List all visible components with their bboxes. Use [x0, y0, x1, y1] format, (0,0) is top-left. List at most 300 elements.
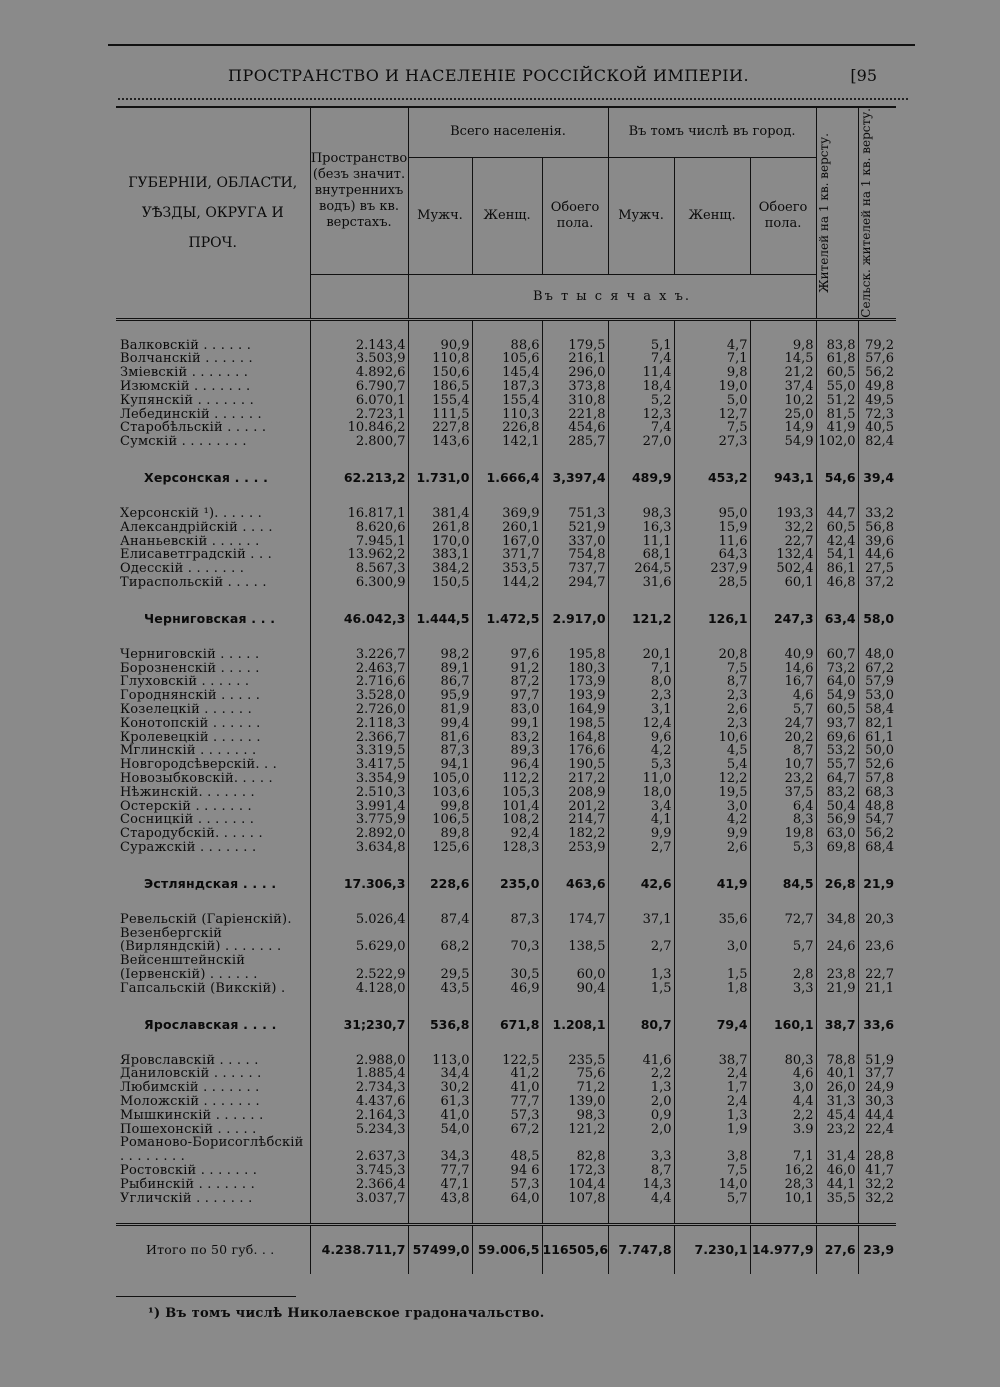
cell-total-male: 143,6 — [408, 435, 472, 449]
cell-rural-density: 48,8 — [865, 798, 895, 814]
table-row — [116, 662, 896, 676]
cell-area: 3.991,4 — [310, 800, 408, 814]
cell-city-both: 14,6 — [750, 662, 816, 676]
cell-city-both: 3.9 — [750, 1123, 816, 1137]
cell-total-male: 68,2 — [408, 927, 472, 955]
spacer-cell — [608, 449, 674, 467]
cell-total-female: 83,0 — [472, 703, 542, 717]
spacer-cell — [310, 1036, 408, 1054]
header-total-male: Мужч. — [408, 157, 472, 275]
cell-total-male: 43,5 — [408, 982, 472, 996]
spacer-cell — [816, 489, 858, 507]
cell-total-male: 111,5 — [408, 408, 472, 422]
cell-total-female: 99,1 — [472, 717, 542, 731]
spacer-cell — [858, 630, 896, 648]
table-row — [116, 954, 896, 982]
spacer-cell — [116, 1205, 310, 1225]
table-row — [116, 521, 896, 535]
cell-total-female: 48,5 — [472, 1136, 542, 1164]
cell-city-both: 54,9 — [750, 435, 816, 449]
cell-density: 51,2 — [816, 394, 858, 408]
cell-rural-density: 58,0 — [863, 610, 895, 626]
cell-total-female: 101,4 — [472, 800, 542, 814]
header-rural-density — [858, 107, 896, 319]
cell-total-female: 92,4 — [472, 827, 542, 841]
cell-total-male: 105,0 — [408, 772, 472, 786]
cell-rural-density: 54,7 — [865, 812, 895, 828]
cell-total-male: 57499,0 — [408, 1225, 472, 1275]
cell-city-both: 193,3 — [750, 507, 816, 521]
cell-city-both: 14,5 — [750, 352, 816, 366]
spacer-cell — [408, 895, 472, 913]
header-total-population: Всего населенія. — [408, 107, 608, 157]
spacer-cell — [674, 855, 750, 873]
cell-density: 78,8 — [816, 1054, 858, 1068]
cell-region: Ростовскій . . . . . . . — [116, 1164, 310, 1178]
cell-total-male: 87,3 — [408, 744, 472, 758]
cell-total-both: 217,2 — [542, 772, 608, 786]
cell-region: Любимскій . . . . . . . — [116, 1081, 310, 1095]
cell-total-both: 182,2 — [542, 827, 608, 841]
cell-total-both: 216,1 — [542, 352, 608, 366]
cell-rural-density: 68,4 — [865, 840, 895, 855]
cell-region: Херсонская . . . . — [116, 467, 310, 489]
cell-rural-density: 44,4 — [865, 1107, 895, 1123]
cell-city-male: 37,1 — [608, 913, 674, 927]
cell-total-female: 97,6 — [472, 648, 542, 662]
spacer-cell — [858, 996, 896, 1014]
cell-area: 3.528,0 — [310, 689, 408, 703]
spacer-cell — [542, 449, 608, 467]
cell-rural-density: 52,6 — [865, 757, 895, 773]
spacer-cell — [116, 489, 310, 507]
table-row — [116, 648, 896, 662]
cell-rural-density: 57,9 — [865, 674, 895, 690]
spacer-cell — [816, 1205, 858, 1225]
cell-city-female: 38,7 — [674, 1054, 750, 1068]
spacer-cell — [608, 590, 674, 608]
cell-city-both: 80,3 — [750, 1054, 816, 1068]
table-row — [116, 927, 896, 955]
spacer-cell — [310, 449, 408, 467]
cell-city-male: 264,5 — [608, 562, 674, 576]
cell-total-both: 201,2 — [542, 800, 608, 814]
cell-total-male: 228,6 — [408, 873, 472, 895]
cell-total-both: 221,8 — [542, 408, 608, 422]
spacer-cell — [408, 1205, 472, 1225]
table-row — [116, 758, 896, 772]
cell-total-male: 384,2 — [408, 562, 472, 576]
province-row — [116, 467, 896, 489]
cell-city-female: 4,5 — [674, 744, 750, 758]
cell-total-both: 208,9 — [542, 786, 608, 800]
spacer-cell — [608, 895, 674, 913]
cell-city-male: 2,0 — [608, 1095, 674, 1109]
cell-total-both: 180,3 — [542, 662, 608, 676]
cell-total-male: 43,8 — [408, 1192, 472, 1206]
cell-area: 2.988,0 — [310, 1054, 408, 1068]
spacer-cell — [310, 1205, 408, 1225]
cell-rural-density: 22,4 — [865, 1121, 895, 1137]
cell-city-male: 9,6 — [608, 731, 674, 745]
spacer-cell — [858, 449, 896, 467]
spacer-cell — [472, 449, 542, 467]
cell-city-both: 3,3 — [750, 982, 816, 996]
cell-total-female: 77,7 — [472, 1095, 542, 1109]
table-row — [116, 703, 896, 717]
cell-total-both: 71,2 — [542, 1081, 608, 1095]
cell-city-female: 2,6 — [674, 703, 750, 717]
cell-area: 46.042,3 — [310, 608, 408, 630]
cell-region: Конотопскій . . . . . . — [116, 717, 310, 731]
table-row — [116, 1054, 896, 1068]
cell-city-female: 27,3 — [674, 435, 750, 449]
spacer-cell — [858, 590, 896, 608]
cell-density: 54,1 — [816, 548, 858, 562]
footnote: ¹) Въ томъ числѣ Николаевское градоначальство. — [148, 1306, 545, 1321]
cell-rural-density: 48,0 — [865, 646, 895, 662]
spacer-cell — [674, 996, 750, 1014]
cell-total-both: 60,0 — [542, 954, 608, 982]
cell-total-both: 107,8 — [542, 1192, 608, 1206]
cell-area: 2.892,0 — [310, 827, 408, 841]
table-row — [116, 394, 896, 408]
spacer-cell — [816, 895, 858, 913]
spacer-cell — [816, 449, 858, 467]
document-page — [108, 44, 915, 1334]
cell-city-male: 11,0 — [608, 772, 674, 786]
cell-total-male: 54,0 — [408, 1123, 472, 1137]
province-row — [116, 608, 896, 630]
cell-city-female: 4,2 — [674, 813, 750, 827]
total-row — [116, 1225, 896, 1275]
cell-total-both: 3,397,4 — [542, 467, 608, 489]
cell-rural-density: 49,5 — [865, 392, 895, 408]
cell-total-male: 110,8 — [408, 352, 472, 366]
spacer-cell — [816, 319, 858, 339]
cell-density: 34,8 — [816, 913, 858, 927]
table-row — [116, 535, 896, 549]
cell-total-both: 235,5 — [542, 1054, 608, 1068]
cell-total-female: 88,6 — [472, 339, 542, 353]
spacer-row — [116, 1036, 896, 1054]
cell-city-female: 1,7 — [674, 1081, 750, 1095]
cell-density: 26,8 — [816, 873, 858, 895]
cell-rural-density: 49,8 — [865, 379, 895, 395]
cell-density: 35,5 — [816, 1192, 858, 1206]
cell-density: 24,6 — [816, 927, 858, 955]
cell-region: Гапсальскій (Викскій) . — [116, 982, 310, 996]
cell-total-both: 164,8 — [542, 731, 608, 745]
cell-density: 86,1 — [816, 562, 858, 576]
cell-total-both: 138,5 — [542, 927, 608, 955]
cell-total-female: 64,0 — [472, 1192, 542, 1206]
header-area: Пространство (безъ значит. внутреннихъ водъ) въ кв. верстахъ. — [310, 107, 408, 275]
spacer-cell — [310, 630, 408, 648]
cell-total-male: 34,4 — [408, 1067, 472, 1081]
cell-city-both: 25,0 — [750, 408, 816, 422]
cell-density: 53,2 — [816, 744, 858, 758]
cell-city-male: 2,2 — [608, 1067, 674, 1081]
cell-total-male: 81,6 — [408, 731, 472, 745]
cell-rural-density: 67,2 — [865, 660, 895, 676]
spacer-cell — [674, 630, 750, 648]
cell-city-male: 14,3 — [608, 1178, 674, 1192]
cell-total-female: 46,9 — [472, 982, 542, 996]
cell-area: 2.726,0 — [310, 703, 408, 717]
spacer-cell — [608, 319, 674, 339]
cell-city-both: 7,1 — [750, 1136, 816, 1164]
spacer-cell — [858, 1036, 896, 1054]
cell-total-both: 98,3 — [542, 1109, 608, 1123]
cell-city-female: 64,3 — [674, 548, 750, 562]
cell-total-both: 751,3 — [542, 507, 608, 521]
cell-total-both: 90,4 — [542, 982, 608, 996]
cell-total-male: 227,8 — [408, 421, 472, 435]
population-table — [116, 106, 896, 1274]
cell-total-both: 521,9 — [542, 521, 608, 535]
cell-density: 60,5 — [816, 366, 858, 380]
cell-region: Волчанскій . . . . . . — [116, 352, 310, 366]
cell-area: 6.070,1 — [310, 394, 408, 408]
spacer-cell — [542, 1036, 608, 1054]
cell-city-both: 72,7 — [750, 913, 816, 927]
spacer-cell — [750, 319, 816, 339]
spacer-cell — [608, 1036, 674, 1054]
cell-total-female: 59.006,5 — [472, 1225, 542, 1275]
cell-city-male: 98,3 — [608, 507, 674, 521]
spacer-cell — [542, 1205, 608, 1225]
cell-area: 17.306,3 — [310, 873, 408, 895]
spacer-cell — [310, 319, 408, 339]
header-area-spacer — [310, 275, 408, 319]
cell-area: 2.522,9 — [310, 954, 408, 982]
cell-rural-density: 41,7 — [865, 1162, 895, 1178]
table-row — [116, 800, 896, 814]
table-row — [116, 548, 896, 562]
cell-city-male: 11,4 — [608, 366, 674, 380]
cell-total-male: 150,5 — [408, 576, 472, 590]
cell-city-male: 489,9 — [608, 467, 674, 489]
cell-total-both: 116505,6 — [542, 1225, 608, 1275]
cell-total-male: 103,6 — [408, 786, 472, 800]
cell-density: 23,8 — [816, 954, 858, 982]
cell-density: 40,1 — [816, 1067, 858, 1081]
cell-density: 64,0 — [816, 675, 858, 689]
spacer-cell — [408, 489, 472, 507]
cell-area: 2.366,7 — [310, 731, 408, 745]
cell-total-female: 142,1 — [472, 435, 542, 449]
spacer-cell — [472, 895, 542, 913]
cell-density: 50,4 — [816, 800, 858, 814]
cell-rural-density: 32,2 — [865, 1190, 895, 1206]
cell-rural-density: 56,2 — [865, 365, 895, 381]
cell-rural-density: 72,3 — [865, 406, 895, 422]
cell-total-female: 96,4 — [472, 758, 542, 772]
cell-density: 60,7 — [816, 648, 858, 662]
cell-city-female: 79,4 — [674, 1014, 750, 1036]
cell-city-male: 18,4 — [608, 380, 674, 394]
cell-city-male: 12,3 — [608, 408, 674, 422]
cell-total-female: 89,3 — [472, 744, 542, 758]
cell-city-female: 2,6 — [674, 841, 750, 855]
cell-region: Романово-Борисоглѣбскій . . . . . . . . — [116, 1136, 310, 1164]
header-total-female: Женщ. — [472, 157, 542, 275]
table-row — [116, 1067, 896, 1081]
spacer-cell — [816, 855, 858, 873]
table-row — [116, 352, 896, 366]
spacer-cell — [816, 1036, 858, 1054]
cell-city-male: 8,0 — [608, 675, 674, 689]
cell-rural-density: 40,5 — [865, 420, 895, 436]
spacer-cell — [408, 590, 472, 608]
cell-city-female: 14,0 — [674, 1178, 750, 1192]
cell-total-both: 1.208,1 — [542, 1014, 608, 1036]
spacer-cell — [674, 449, 750, 467]
cell-region: Сосницкій . . . . . . . — [116, 813, 310, 827]
cell-density: 93,7 — [816, 717, 858, 731]
spacer-cell — [116, 855, 310, 873]
cell-total-female: 105,6 — [472, 352, 542, 366]
cell-total-male: 95,9 — [408, 689, 472, 703]
cell-density: 55,0 — [816, 380, 858, 394]
cell-rural-density: 51,9 — [865, 1052, 895, 1068]
cell-city-male: 18,0 — [608, 786, 674, 800]
cell-city-both: 6,4 — [750, 800, 816, 814]
cell-city-both: 24,7 — [750, 717, 816, 731]
cell-total-female: 108,2 — [472, 813, 542, 827]
cell-density: 55,7 — [816, 758, 858, 772]
cell-city-female: 5,7 — [674, 1192, 750, 1206]
header-density-label: Жителей на 1 кв. версту. — [816, 132, 831, 293]
cell-area: 5.026,4 — [310, 913, 408, 927]
cell-city-female: 237,9 — [674, 562, 750, 576]
cell-city-both: 60,1 — [750, 576, 816, 590]
cell-total-female: 41,2 — [472, 1067, 542, 1081]
cell-city-female: 2,3 — [674, 717, 750, 731]
cell-total-male: 106,5 — [408, 813, 472, 827]
spacer-cell — [472, 630, 542, 648]
cell-area: 2.463,7 — [310, 662, 408, 676]
cell-city-both: 943,1 — [750, 467, 816, 489]
table-row — [116, 1081, 896, 1095]
spacer-row — [116, 630, 896, 648]
spacer-cell — [116, 319, 310, 339]
cell-density: 54,6 — [816, 467, 858, 489]
cell-city-female: 1,8 — [674, 982, 750, 996]
table-row — [116, 1123, 896, 1137]
spacer-cell — [472, 590, 542, 608]
cell-total-female: 70,3 — [472, 927, 542, 955]
spacer-cell — [674, 319, 750, 339]
cell-city-male: 3,3 — [608, 1136, 674, 1164]
cell-density: 69,8 — [816, 841, 858, 855]
cell-total-both: 190,5 — [542, 758, 608, 772]
table-row — [116, 421, 896, 435]
table-row — [116, 913, 896, 927]
spacer-cell — [408, 996, 472, 1014]
cell-total-female: 128,3 — [472, 841, 542, 855]
cell-area: 2.118,3 — [310, 717, 408, 731]
spacer-cell — [116, 630, 310, 648]
spacer-cell — [750, 1036, 816, 1054]
spacer-row — [116, 1205, 896, 1225]
cell-region: Ревельскій (Гаріенскій). — [116, 913, 310, 927]
cell-city-both: 10,1 — [750, 1192, 816, 1206]
cell-city-female: 7.230,1 — [674, 1225, 750, 1275]
cell-city-male: 3,4 — [608, 800, 674, 814]
cell-area: 4.892,6 — [310, 366, 408, 380]
cell-total-both: 174,7 — [542, 913, 608, 927]
cell-region: Кролевецкій . . . . . . — [116, 731, 310, 745]
cell-total-female: 671,8 — [472, 1014, 542, 1036]
cell-area: 3.354,9 — [310, 772, 408, 786]
header-region: ГУБЕРНІИ, ОБЛАСТИ, УѢЗДЫ, ОКРУГА И ПРОЧ. — [116, 107, 310, 319]
cell-region: Рыбинскій . . . . . . . — [116, 1178, 310, 1192]
cell-city-male: 27,0 — [608, 435, 674, 449]
cell-city-male: 41,6 — [608, 1054, 674, 1068]
cell-total-male: 77,7 — [408, 1164, 472, 1178]
cell-city-male: 42,6 — [608, 873, 674, 895]
cell-density: 61,8 — [816, 352, 858, 366]
cell-total-male: 30,2 — [408, 1081, 472, 1095]
spacer-row — [116, 590, 896, 608]
cell-city-both: 19,8 — [750, 827, 816, 841]
footnote-rule — [116, 1296, 296, 1297]
cell-rural-density: 39,6 — [865, 533, 895, 549]
cell-city-male: 68,1 — [608, 548, 674, 562]
spacer-cell — [608, 855, 674, 873]
cell-region: Везенбергскій (Вирляндскій) . . . . . . . — [116, 927, 310, 955]
table-row — [116, 675, 896, 689]
cell-city-female: 3,8 — [674, 1136, 750, 1164]
spacer-cell — [750, 630, 816, 648]
spacer-cell — [750, 996, 816, 1014]
cell-city-both: 14.977,9 — [750, 1225, 816, 1275]
cell-area: 16.817,1 — [310, 507, 408, 521]
cell-total-female: 83,2 — [472, 731, 542, 745]
spacer-cell — [408, 855, 472, 873]
cell-region: Купянскій . . . . . . . — [116, 394, 310, 408]
cell-total-female: 87,2 — [472, 675, 542, 689]
cell-total-male: 41,0 — [408, 1109, 472, 1123]
cell-city-male: 9,9 — [608, 827, 674, 841]
spacer-cell — [542, 489, 608, 507]
spacer-cell — [116, 996, 310, 1014]
cell-rural-density: 21,1 — [865, 980, 895, 996]
cell-city-female: 9,9 — [674, 827, 750, 841]
cell-total-both: 2.917,0 — [542, 608, 608, 630]
cell-total-female: 112,2 — [472, 772, 542, 786]
cell-region: Городнянскій . . . . . — [116, 689, 310, 703]
spacer-cell — [750, 1205, 816, 1225]
cell-city-both: 2,2 — [750, 1109, 816, 1123]
cell-city-male: 2,3 — [608, 689, 674, 703]
cell-density: 83,2 — [816, 786, 858, 800]
spacer-cell — [674, 895, 750, 913]
spacer-cell — [408, 630, 472, 648]
cell-city-female: 7,5 — [674, 421, 750, 435]
cell-total-female: 144,2 — [472, 576, 542, 590]
cell-density: 23,2 — [816, 1123, 858, 1137]
cell-city-both: 40,9 — [750, 648, 816, 662]
cell-city-both: 132,4 — [750, 548, 816, 562]
cell-region: Ярославская . . . . — [116, 1014, 310, 1036]
spacer-cell — [750, 449, 816, 467]
cell-rural-density: 23,9 — [858, 1225, 896, 1275]
table-row — [116, 1095, 896, 1109]
spacer-cell — [472, 1036, 542, 1054]
